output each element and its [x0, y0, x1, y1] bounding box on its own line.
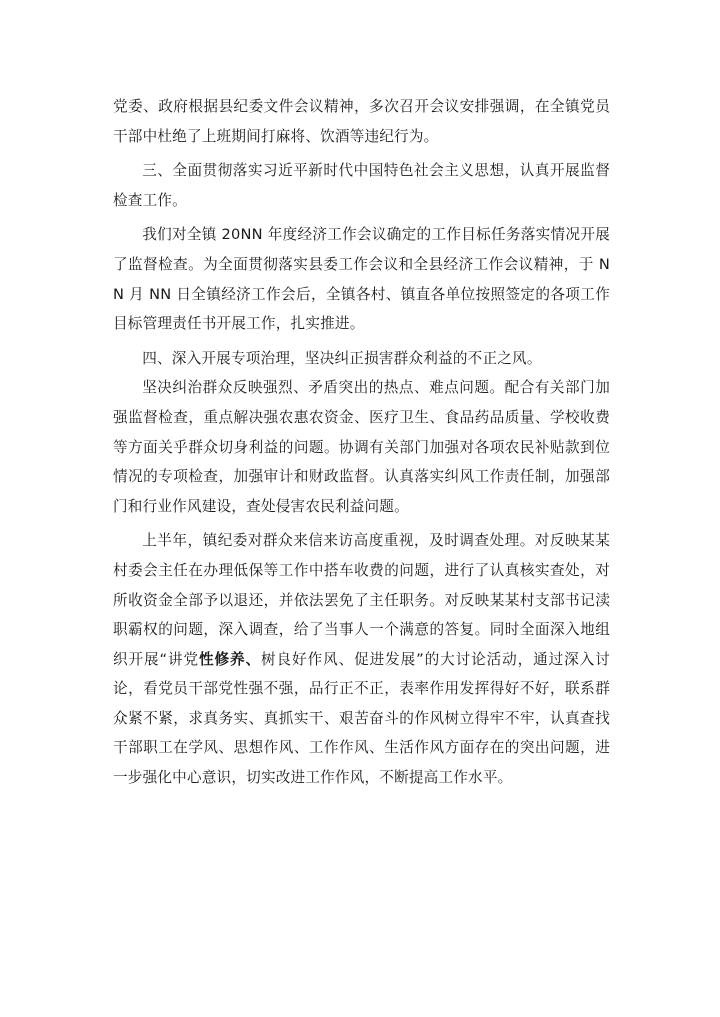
paragraph-section-3: 我们对全镇 20NN 年度经济工作会议确定的工作目标任务落实情况开展了监督检查。为全面贯彻落实县委工作会议和全县经济工作会议精神，于 NN 月 NN 日全镇经济工作会后，全镇各村、镇直各单位按照签定的各项工作目标管理责任书开展工作，扎实推进。	[113, 226, 610, 333]
section-heading-4: 四、深入开展专项治理，坚决纠正损害群众利益的不正之风。	[142, 349, 542, 367]
document-page	[113, 92, 610, 793]
paragraph-text-after: 树良好作风、促进发展”的大讨论活动，通过深入讨论，看党员干部党性强不强，品行正不正，表率作用发挥得好不好，联系群众紧不紧，求真务实、真抓实干、艰苦奋斗的作风树立得牢不牢，认真查找干部职工在学风、思想作风、工作作风、生活作风方面存在的突出问题，进一步强化中心意识，切实改进工作作风，不断提高工作水平。	[113, 650, 610, 787]
paragraph-text-before: 上半年，镇纪委对群众来信来访高度重视，及时调查处理。对反映某某村委会主任在办理低保等工作中搭车收费的问题，进行了认真核实查处，对所收资金全部予以退还，并依法罢免了主任职务。对反映某某村支部书记渎职霸权的问题，深入调查，给了当事人一个满意的答复。同时全面深入地组织开展“讲党	[113, 532, 610, 668]
section-heading-3: 三、全面贯彻落实习近平新时代中国特色社会主义思想，认真开展监督检查工作。	[113, 162, 610, 209]
paragraph-intro: 党委、政府根据县纪委文件会议精神，多次召开会议安排强调，在全镇党员干部中杜绝了上班期间打麻将、饮酒等违纪行为。	[113, 98, 610, 145]
emphasized-text: 性修养、	[199, 650, 262, 668]
paragraph-section-4: 坚决纠治群众反映强烈、矛盾突出的热点、难点问题。配合有关部门加强监督检查，重点解决强农惠农资金、医疗卫生、食品药品质量、学校收费等方面关乎群众切身利益的问题。协调有关部门加强对各项农民补贴款到位情况的专项检查，加强审计和财政监督。认真落实纠风工作责任制，加强部门和行业作风建设，查处侵害农民利益问题。	[113, 379, 610, 515]
paragraph-first-half-year	[113, 526, 610, 792]
